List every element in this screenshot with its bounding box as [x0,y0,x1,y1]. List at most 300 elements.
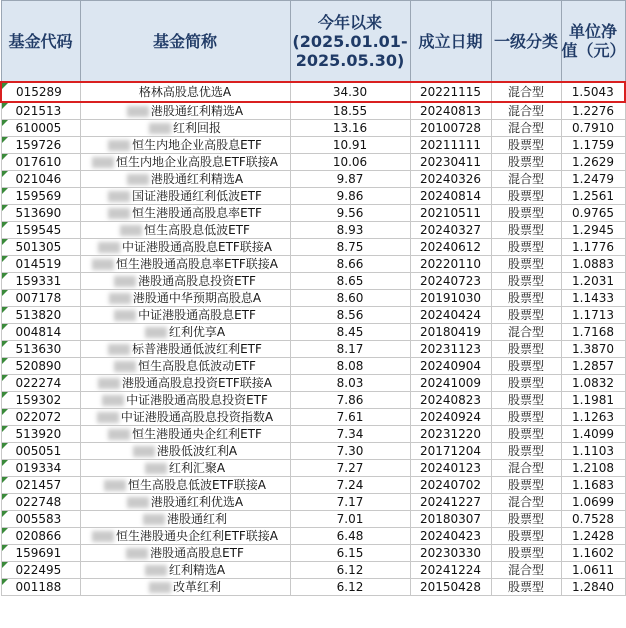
cell-date-text: 20210511 [419,206,482,220]
cell-name [80,494,290,511]
cell-type [491,290,561,307]
cell-name [80,460,290,477]
cell-name [80,358,290,375]
cell-ytd-text: 8.75 [336,240,364,254]
cell-name [80,137,290,154]
cell-ytd-text: 8.08 [336,359,364,373]
cell-name-text: 标普港股通低波红利ETF [132,342,262,356]
cell-code-text: 022072 [15,410,62,424]
cell-code-text: 159726 [15,138,62,152]
cell-nav [561,239,625,256]
redacted-mark [98,378,120,389]
cell-date-text: 20240924 [419,410,482,424]
cell-date-text: 20240326 [419,172,482,186]
cell-nav [561,102,625,120]
cell-ytd [290,82,410,102]
table-row [1,375,625,392]
cell-nav [561,324,625,341]
cell-ytd-text: 7.27 [336,461,364,475]
cell-date-text: 20240423 [419,529,482,543]
cell-name-text: 恒生港股通央企红利ETF [132,427,262,441]
cell-date-text: 20221115 [419,85,482,99]
cell-nav [561,82,625,102]
cell-type-text: 混合型 [507,563,544,577]
table-header-row [1,1,625,83]
cell-ytd [290,273,410,290]
cell-type-text: 股票型 [507,376,544,390]
cell-nav [561,477,625,494]
cell-type [491,375,561,392]
cell-code [1,324,80,341]
cell-date [410,409,491,426]
cell-date [410,579,491,596]
cell-ytd-text: 18.55 [332,104,368,118]
cell-name-text: 恒生高股息低波动ETF [138,359,256,373]
cell-nav-text: 1.2840 [572,580,614,594]
cell-ytd [290,358,410,375]
cell-type [491,528,561,545]
cell-type-text: 混合型 [507,325,544,339]
cell-code-text: 610005 [15,121,62,135]
cell-name [80,290,290,307]
cell-nav [561,528,625,545]
cell-date [410,256,491,273]
cell-type [491,324,561,341]
cell-ytd [290,137,410,154]
cell-name-text: 红利精选A [168,563,226,577]
cell-type [491,392,561,409]
cell-date [410,511,491,528]
table-row [1,222,625,239]
cell-date [410,545,491,562]
cell-ytd [290,562,410,579]
redacted-mark [114,361,136,372]
cell-name [80,205,290,222]
cell-date [410,494,491,511]
cell-ytd [290,494,410,511]
cell-ytd-text: 9.86 [336,189,364,203]
cell-name [80,375,290,392]
cell-type [491,358,561,375]
cell-type-text: 股票型 [507,240,544,254]
cell-ytd [290,579,410,596]
cell-nav-text: 1.0699 [572,495,614,509]
cell-ytd-text: 9.87 [336,172,364,186]
redacted-mark [108,344,130,355]
cell-ytd [290,290,410,307]
cell-code-text: 019334 [15,461,62,475]
cell-code [1,188,80,205]
cell-nav [561,545,625,562]
cell-type [491,205,561,222]
cell-nav-text: 1.2428 [572,529,614,543]
cell-nav-text: 1.1683 [572,478,614,492]
cell-type [491,341,561,358]
cell-name-text: 港股通红利精选A [150,104,244,118]
cell-code [1,426,80,443]
cell-ytd-text: 8.45 [336,325,364,339]
cell-ytd-text: 7.24 [336,478,364,492]
cell-date-text: 20171204 [419,444,482,458]
cell-code [1,579,80,596]
cell-code-text: 513820 [15,308,62,322]
cell-date [410,222,491,239]
cell-name [80,102,290,120]
redacted-mark [108,191,130,202]
cell-nav [561,341,625,358]
cell-name [80,443,290,460]
cell-date-text: 20240904 [419,359,482,373]
cell-ytd [290,545,410,562]
cell-type [491,409,561,426]
cell-type [491,222,561,239]
cell-type [491,102,561,120]
table-body [1,82,625,596]
cell-code [1,120,80,137]
cell-code-text: 021513 [15,104,62,118]
header-ytd: 今年以来(2025.01.01-2025.05.30) [290,1,410,83]
cell-date-text: 20240723 [419,274,482,288]
cell-date [410,171,491,188]
cell-date [410,358,491,375]
cell-date [410,82,491,102]
cell-name [80,239,290,256]
cell-nav [561,137,625,154]
cell-code-text: 513920 [15,427,62,441]
cell-type-text: 股票型 [507,546,544,560]
cell-nav [561,188,625,205]
redacted-mark [133,446,155,457]
cell-ytd [290,528,410,545]
cell-nav [561,307,625,324]
cell-type [491,460,561,477]
table-row [1,239,625,256]
cell-nav [561,120,625,137]
table-row [1,137,625,154]
cell-date-text: 20231220 [419,427,482,441]
cell-type-text: 股票型 [507,342,544,356]
cell-code-text: 021457 [15,478,62,492]
cell-type-text: 股票型 [507,155,544,169]
cell-code [1,528,80,545]
cell-name-text: 恒生港股通高股息率ETF联接A [115,257,279,271]
cell-nav-text: 1.1776 [572,240,614,254]
cell-ytd [290,171,410,188]
cell-ytd [290,188,410,205]
cell-name-text: 中证港股通高股息ETF联接A [121,240,273,254]
cell-type [491,579,561,596]
cell-ytd-text: 34.30 [332,85,368,99]
cell-date-text: 20191030 [419,291,482,305]
cell-ytd [290,324,410,341]
cell-nav-text: 1.0883 [572,257,614,271]
cell-date-text: 20230330 [419,546,482,560]
cell-code [1,171,80,188]
cell-nav-text: 1.2945 [572,223,614,237]
cell-name [80,579,290,596]
cell-code [1,477,80,494]
cell-code-text: 020866 [15,529,62,543]
cell-nav-text: 1.1759 [572,138,614,152]
cell-date-text: 20240327 [419,223,482,237]
cell-name [80,545,290,562]
cell-name-text: 中证港股通高股息投资ETF [126,393,268,407]
cell-ytd [290,102,410,120]
table-row [1,426,625,443]
cell-name-text: 恒生高股息低波ETF联接A [127,478,267,492]
cell-nav [561,273,625,290]
cell-type [491,239,561,256]
cell-ytd-text: 6.15 [336,546,364,560]
cell-code-text: 159545 [15,223,62,237]
table-row [1,154,625,171]
cell-nav [561,562,625,579]
cell-name [80,392,290,409]
cell-type-text: 股票型 [507,189,544,203]
cell-type-text: 股票型 [507,444,544,458]
redacted-mark [92,157,114,168]
cell-code-text: 520890 [15,359,62,373]
cell-date-text: 20240612 [419,240,482,254]
cell-type-text: 股票型 [507,580,544,594]
cell-nav-text: 1.1981 [572,393,614,407]
cell-type-text: 股票型 [507,512,544,526]
table-row [1,256,625,273]
redacted-mark [114,276,136,287]
cell-date-text: 20100728 [419,121,482,135]
table-row [1,460,625,477]
cell-nav-text: 1.1602 [572,546,614,560]
table-row [1,494,625,511]
cell-name-text: 中证港股通高股息投资指数A [120,410,274,424]
cell-date [410,528,491,545]
cell-type-text: 股票型 [507,257,544,271]
cell-date [410,137,491,154]
redacted-mark [92,259,114,270]
redacted-mark [97,412,119,423]
cell-code-text: 007178 [15,291,62,305]
header-nav: 单位净值（元） [561,1,625,83]
cell-date-text: 20231123 [419,342,482,356]
redacted-mark [145,565,167,576]
cell-nav-text: 1.1103 [572,444,614,458]
cell-ytd-text: 8.03 [336,376,364,390]
cell-date [410,392,491,409]
cell-code-text: 015289 [16,85,62,99]
cell-code [1,375,80,392]
cell-name [80,477,290,494]
cell-ytd [290,392,410,409]
cell-ytd [290,154,410,171]
cell-date-text: 20240702 [419,478,482,492]
cell-code [1,222,80,239]
cell-name-text: 红利回报 [172,121,221,135]
cell-code-text: 005583 [15,512,62,526]
cell-name [80,562,290,579]
cell-nav-text: 1.7168 [572,325,614,339]
cell-name-text: 恒生港股通央企红利ETF联接A [115,529,279,543]
redacted-mark [145,463,167,474]
cell-type-text: 股票型 [507,274,544,288]
cell-ytd-text: 8.65 [336,274,364,288]
redacted-mark [108,429,130,440]
cell-code [1,545,80,562]
cell-code-text: 501305 [15,240,62,254]
redacted-mark [102,395,124,406]
cell-date-text: 20180307 [419,512,482,526]
cell-nav-text: 1.1263 [572,410,614,424]
cell-name [80,120,290,137]
table-row [1,102,625,120]
cell-date [410,324,491,341]
cell-name-text: 国证港股通红利低波ETF [132,189,262,203]
cell-ytd [290,307,410,324]
redacted-mark [108,208,130,219]
cell-nav-text: 0.9765 [572,206,614,220]
cell-type [491,256,561,273]
cell-ytd-text: 7.01 [336,512,364,526]
table-row [1,392,625,409]
cell-nav-text: 1.0611 [572,563,614,577]
cell-ytd-text: 7.17 [336,495,364,509]
cell-ytd-text: 7.61 [336,410,364,424]
table-row [1,120,625,137]
cell-code [1,511,80,528]
cell-code-text: 022274 [15,376,62,390]
cell-nav-text: 1.1713 [572,308,614,322]
table-row [1,443,625,460]
cell-nav [561,494,625,511]
cell-type-text: 股票型 [507,393,544,407]
cell-date-text: 20180419 [419,325,482,339]
cell-ytd [290,222,410,239]
cell-code [1,137,80,154]
cell-date-text: 20240814 [419,189,482,203]
cell-code [1,392,80,409]
cell-date [410,307,491,324]
cell-nav [561,409,625,426]
redacted-mark [149,123,171,134]
redacted-mark [108,140,130,151]
cell-date [410,443,491,460]
cell-type [491,188,561,205]
cell-date-text: 20240123 [419,461,482,475]
cell-name-text: 红利优享A [168,325,226,339]
cell-nav-text: 1.2031 [572,274,614,288]
table-row [1,545,625,562]
cell-code [1,460,80,477]
cell-code [1,494,80,511]
cell-ytd [290,341,410,358]
redacted-mark [109,293,131,304]
cell-nav [561,392,625,409]
cell-date [410,120,491,137]
cell-date [410,273,491,290]
cell-nav-text: 1.5043 [571,85,614,99]
cell-name [80,307,290,324]
cell-name [80,154,290,171]
cell-name-text: 港股低波红利A [156,444,238,458]
cell-nav-text: 1.1433 [572,291,614,305]
cell-date-text: 20211111 [419,138,482,152]
cell-ytd [290,375,410,392]
cell-nav [561,579,625,596]
cell-name-text: 恒生内地企业高股息ETF [132,138,262,152]
cell-ytd-text: 10.06 [332,155,368,169]
cell-code [1,443,80,460]
cell-date [410,477,491,494]
cell-nav [561,222,625,239]
cell-date [410,290,491,307]
cell-date [410,102,491,120]
cell-type-text: 股票型 [507,410,544,424]
cell-ytd-text: 8.60 [336,291,364,305]
cell-type-text: 股票型 [507,223,544,237]
cell-nav [561,205,625,222]
table-row [1,511,625,528]
table-row [1,324,625,341]
cell-ytd [290,511,410,528]
cell-nav-text: 1.2561 [572,189,614,203]
cell-code [1,358,80,375]
cell-code [1,273,80,290]
cell-code-text: 001188 [15,580,62,594]
cell-name-text: 港股通高股息投资ETF联接A [121,376,273,390]
cell-type [491,137,561,154]
cell-nav-text: 1.3870 [572,342,614,356]
cell-name-text: 港股通中华预期高股息A [132,291,262,305]
cell-type [491,171,561,188]
cell-name [80,528,290,545]
cell-type [491,82,561,102]
cell-type [491,120,561,137]
redacted-mark [127,174,149,185]
cell-ytd [290,205,410,222]
cell-nav [561,256,625,273]
table-row [1,358,625,375]
redacted-mark [98,242,120,253]
cell-code [1,290,80,307]
cell-nav [561,443,625,460]
cell-nav-text: 1.0832 [572,376,614,390]
cell-type-text: 混合型 [507,461,544,475]
cell-date [410,154,491,171]
cell-code [1,341,80,358]
cell-type [491,426,561,443]
table-row [1,341,625,358]
cell-ytd-text: 8.56 [336,308,364,322]
cell-nav-text: 0.7528 [572,512,614,526]
cell-name-text: 格林高股息优选A [138,85,232,99]
cell-type [491,443,561,460]
cell-nav [561,375,625,392]
cell-nav-text: 1.4099 [572,427,614,441]
cell-name-text: 恒生高股息低波ETF [144,223,250,237]
cell-name-text: 红利汇聚A [168,461,226,475]
cell-name-text: 港股通红利优选A [150,495,244,509]
cell-date-text: 20241227 [419,495,482,509]
cell-name [80,222,290,239]
cell-ytd-text: 6.12 [336,563,364,577]
table-row [1,562,625,579]
redacted-mark [145,327,167,338]
cell-name [80,273,290,290]
redacted-mark [143,514,165,525]
cell-ytd [290,120,410,137]
cell-ytd [290,443,410,460]
cell-code-text: 159302 [15,393,62,407]
cell-name-text: 港股通红利精选A [150,172,244,186]
